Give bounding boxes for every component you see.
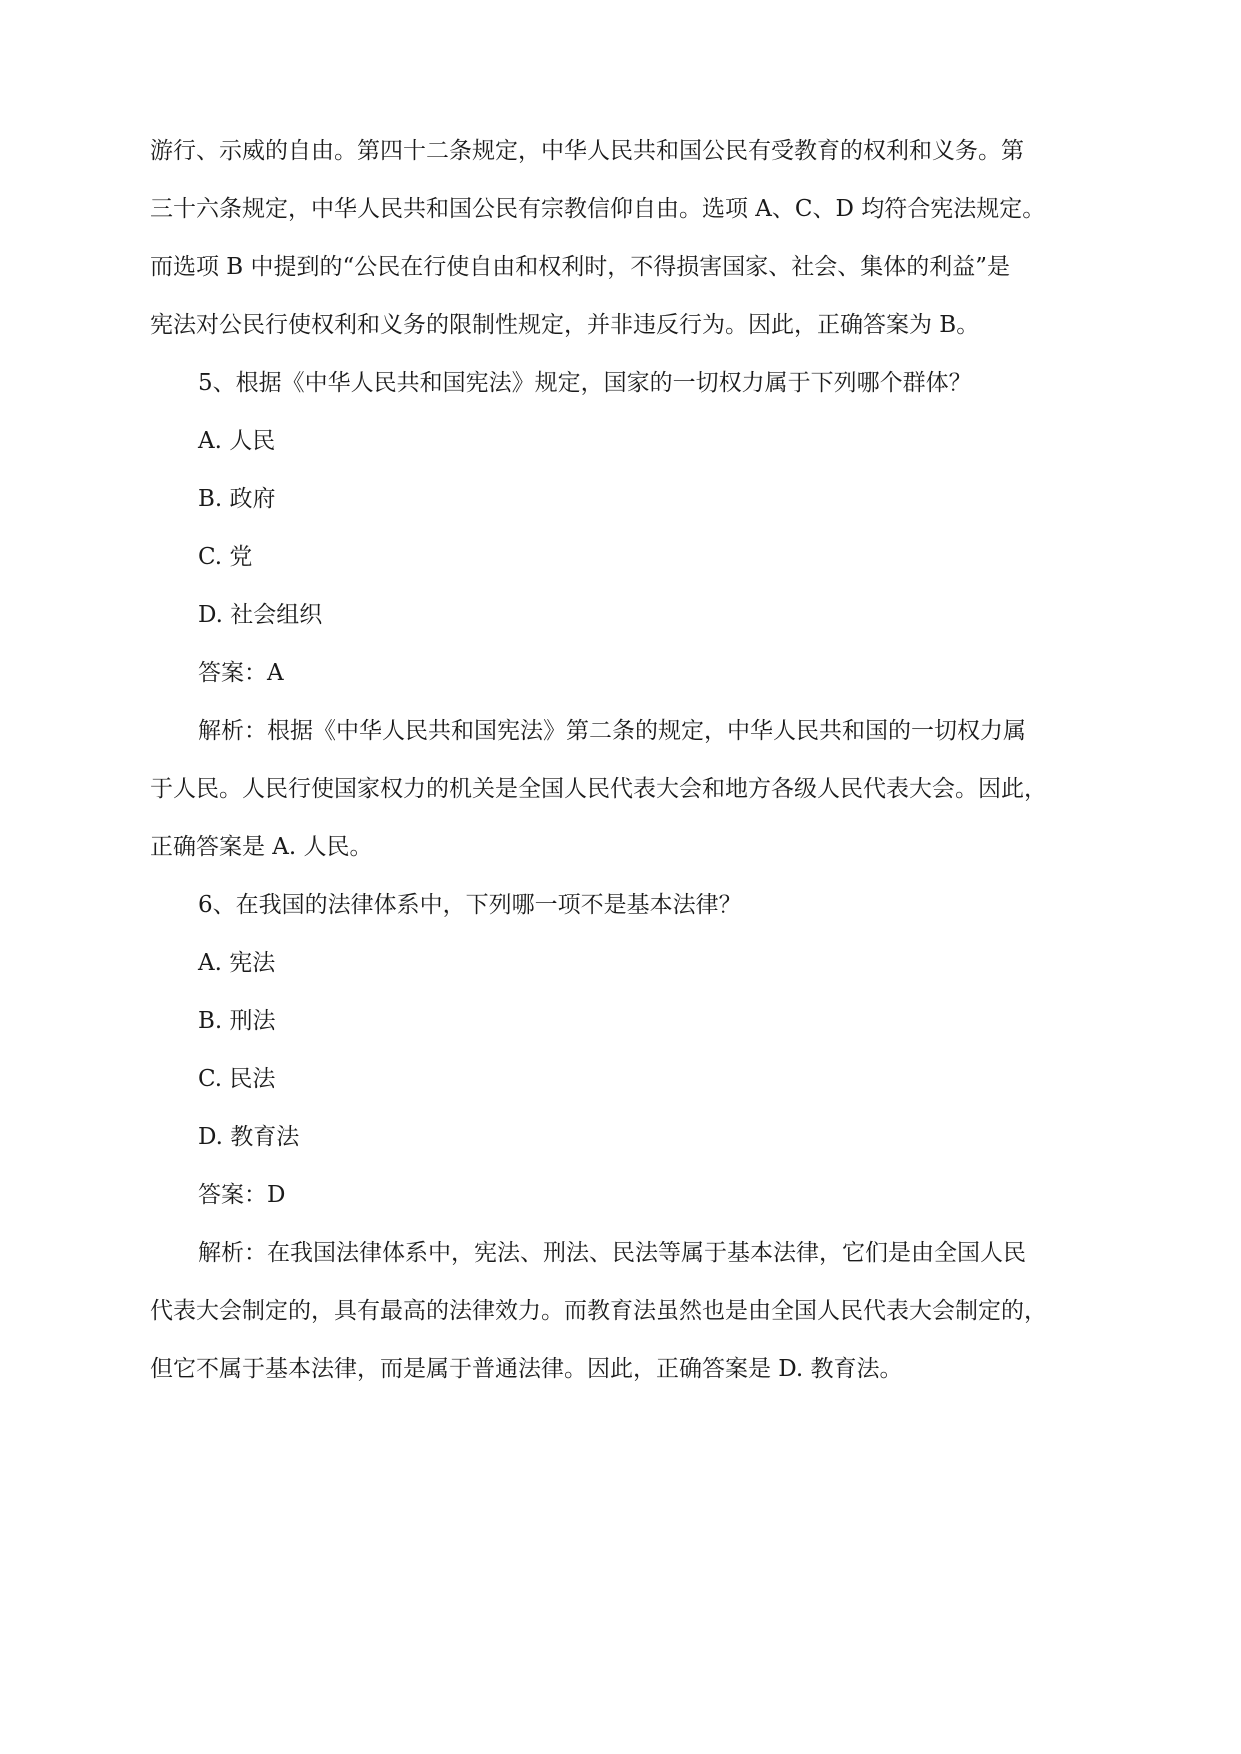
question-5-option-b: B. 政府 — [198, 486, 276, 512]
paragraph-line: 三十六条规定，中华人民共和国公民有宗教信仰自由。选项 A、C、D 均符合宪法规定。 — [150, 196, 1046, 222]
question-5-analysis-line: 正确答案是 A. 人民。 — [150, 834, 373, 860]
paragraph-line: 而选项 B 中提到的“公民在行使自由和权利时，不得损害国家、社会、集体的利益”是 — [150, 254, 1011, 280]
paragraph-line: 游行、示威的自由。第四十二条规定，中华人民共和国公民有受教育的权利和义务。第 — [150, 138, 1024, 164]
question-6-answer: 答案：D — [198, 1182, 286, 1208]
question-6-analysis-line: 代表大会制定的，具有最高的法律效力。而教育法虽然也是由全国人民代表大会制定的， — [150, 1298, 1047, 1324]
question-6-option-b: B. 刑法 — [198, 1008, 276, 1034]
question-5-option-a: A. 人民 — [198, 428, 276, 454]
question-6-option-c: C. 民法 — [198, 1066, 276, 1092]
question-6-analysis-line: 但它不属于基本法律，而是属于普通法律。因此，正确答案是 D. 教育法。 — [150, 1356, 903, 1382]
question-5-analysis-line: 于人民。人民行使国家权力的机关是全国人民代表大会和地方各级人民代表大会。因此， — [150, 776, 1047, 802]
question-6-option-a: A. 宪法 — [198, 950, 276, 976]
question-5-analysis-line: 解析：根据《中华人民共和国宪法》第二条的规定，中华人民共和国的一切权力属 — [198, 718, 1026, 744]
question-5-option-d: D. 社会组织 — [198, 602, 323, 628]
question-5-text: 5、根据《中华人民共和国宪法》规定，国家的一切权力属于下列哪个群体？ — [198, 370, 972, 396]
question-6-analysis-line: 解析：在我国法律体系中，宪法、刑法、民法等属于基本法律，它们是由全国人民 — [198, 1240, 1026, 1266]
question-6-option-d: D. 教育法 — [198, 1124, 300, 1150]
paragraph-line: 宪法对公民行使权利和义务的限制性规定，并非违反行为。因此，正确答案为 B。 — [150, 312, 980, 338]
question-6-text: 6、在我国的法律体系中，下列哪一项不是基本法律？ — [198, 892, 742, 918]
question-5-answer: 答案：A — [198, 660, 284, 686]
question-5-option-c: C. 党 — [198, 544, 253, 570]
